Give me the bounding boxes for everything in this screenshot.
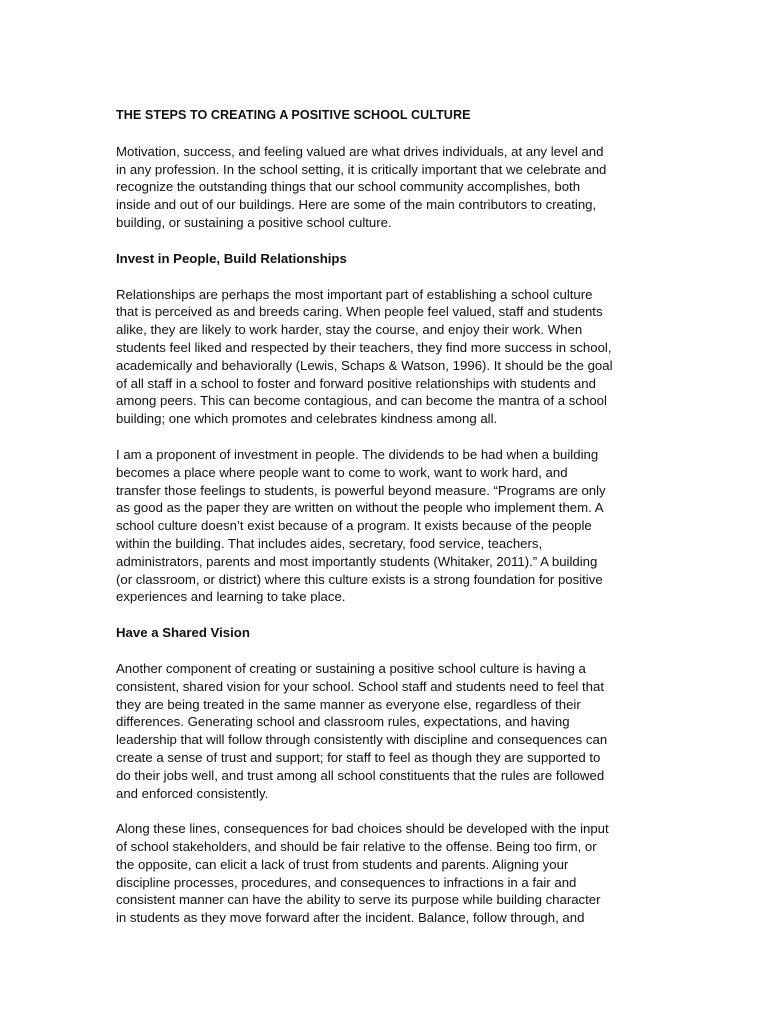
text-line: building; one which promotes and celebrates kindness among all. [116, 411, 498, 427]
text-line: do their jobs well, and trust among all school constituents that the rules are followed [116, 767, 605, 783]
document-page [116, 107, 656, 945]
text-line: as good as the paper they are written on without the people who implement them. A [116, 500, 604, 516]
text-line: of all staff in a school to foster and forward positive relationships with students and [116, 375, 596, 391]
text-line: within the building. That includes aides, secretary, food service, teachers, [116, 535, 543, 551]
text-line: Relationships are perhaps the most important part of establishing a school culture [116, 286, 593, 302]
shared-vision-paragraph [116, 660, 656, 802]
text-line: inside and out of our buildings. Here are some of the main contributors to creating, [116, 197, 597, 213]
text-line: Along these lines, consequences for bad choices should be developed with the input [116, 821, 609, 837]
relationships-paragraph [116, 286, 656, 428]
text-line: discipline processes, procedures, and consequences to infractions in a fair and [116, 874, 577, 890]
intro-paragraph [116, 143, 656, 232]
text-line: they are being treated in the same manner as everyone else, regardless of their [116, 696, 581, 712]
text-line: consistent, shared vision for your school. School staff and students need to feel that [116, 678, 604, 694]
text-line: leadership that will follow through consistently with discipline and consequences can [116, 732, 608, 748]
section-heading-invest-in-people: Invest in People, Build Relationships [116, 250, 347, 266]
text-line: (or classroom, or district) where this culture exists is a strong foundation for positive [116, 571, 603, 587]
text-line: building, or sustaining a positive school culture. [116, 214, 392, 230]
text-line: recognize the outstanding things that our school community accomplishes, both [116, 179, 581, 195]
text-line: in any profession. In the school setting, it is critically important that we celebrate and [116, 161, 607, 177]
text-line: students feel liked and respected by their teachers, they find more success in school, [116, 339, 612, 355]
consequences-paragraph [116, 820, 656, 927]
text-line: and enforced consistently. [116, 785, 269, 801]
text-line: I am a proponent of investment in people. The dividends to be had when a building [116, 446, 599, 462]
investment-paragraph [116, 446, 656, 606]
text-line: create a sense of trust and support; for staff to feel as though they are supported to [116, 749, 601, 765]
text-line: alike, they are likely to work harder, stay the course, and enjoy their work. When [116, 322, 583, 338]
text-line: becomes a place where people want to come to work, want to work hard, and [116, 464, 568, 480]
text-line: differences. Generating school and classroom rules, expectations, and having [116, 714, 570, 730]
text-line: school culture doesn’t exist because of a program. It exists because of the people [116, 518, 592, 534]
text-line: Motivation, success, and feeling valued are what drives individuals, at any level and [116, 143, 604, 159]
text-line: experiences and learning to take place. [116, 589, 346, 605]
text-line: the opposite, can elicit a lack of trust from students and parents. Aligning your [116, 856, 569, 872]
text-line: academically and behaviorally (Lewis, Schaps & Watson, 1996). It should be the goal [116, 357, 613, 373]
section-heading-shared-vision: Have a Shared Vision [116, 625, 250, 641]
document-title: THE STEPS TO CREATING A POSITIVE SCHOOL CULTURE [116, 108, 471, 122]
text-line: transfer those feelings to students, is powerful beyond measure. “Programs are only [116, 482, 606, 498]
text-line: administrators, parents and most importantly students (Whitaker, 2011).” A building [116, 553, 598, 569]
text-line: of school stakeholders, and should be fair relative to the offense. Being too firm, or [116, 839, 597, 855]
text-line: in students as they move forward after the incident. Balance, follow through, and [116, 910, 585, 926]
text-line: Another component of creating or sustaining a positive school culture is having a [116, 660, 586, 676]
text-line: consistent manner can have the ability to serve its purpose while building character [116, 892, 601, 908]
text-line: that is perceived as and breeds caring. When people feel valued, staff and students [116, 304, 603, 320]
text-line: among peers. This can become contagious, and can become the mantra of a school [116, 393, 607, 409]
